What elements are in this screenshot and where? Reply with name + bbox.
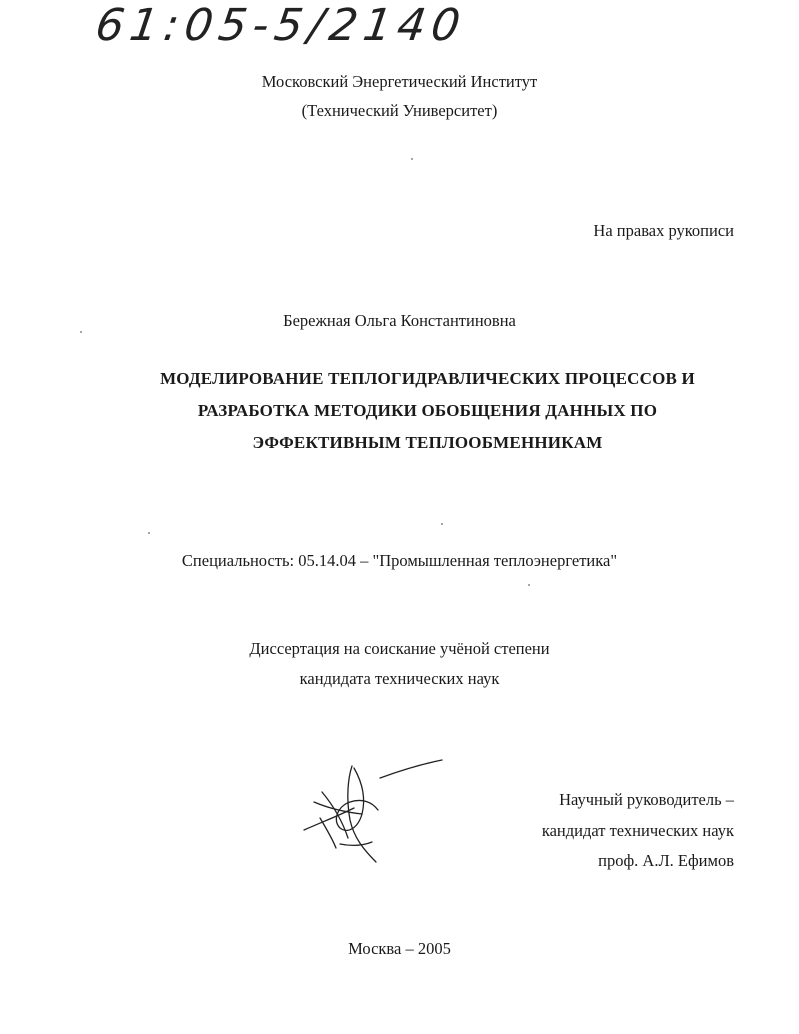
dissertation-line-1: Диссертация на соискание учёной степени (249, 639, 550, 658)
city-year: Москва – 2005 (348, 939, 451, 958)
dissertation-line-2: кандидата технических наук (299, 669, 500, 688)
scan-speck (441, 523, 443, 525)
title-line-3: ЭФФЕКТИВНЫМ ТЕПЛООБМЕННИКАМ (252, 433, 603, 452)
specialty: Специальность: 05.14.04 – "Промышленная теплоэнергетика" (181, 551, 618, 570)
scan-speck (80, 331, 82, 333)
scan-speck (411, 158, 413, 160)
author-name: Бережная Ольга Константиновна (283, 311, 516, 330)
scan-speck (528, 584, 530, 586)
supervisor-role: Научный руководитель – (559, 790, 734, 809)
title-line-1: МОДЕЛИРОВАНИЕ ТЕПЛОГИДРАВЛИЧЕСКИХ ПРОЦЕССОВ И (160, 369, 695, 388)
institute-subtitle: (Технический Университет) (301, 101, 498, 120)
archive-code-handwritten: 61:05-5/2140 (92, 0, 470, 51)
institute-name: Московский Энергетический Институт (261, 72, 538, 91)
supervisor-name: проф. А.Л. Ефимов (598, 851, 734, 870)
signature-scribble (292, 758, 452, 868)
title-line-2: РАЗРАБОТКА МЕТОДИКИ ОБОБЩЕНИЯ ДАННЫХ ПО (197, 401, 658, 420)
scan-speck (148, 532, 150, 534)
manuscript-note: На правах рукописи (593, 221, 734, 240)
supervisor-degree: кандидат технических наук (541, 821, 734, 840)
